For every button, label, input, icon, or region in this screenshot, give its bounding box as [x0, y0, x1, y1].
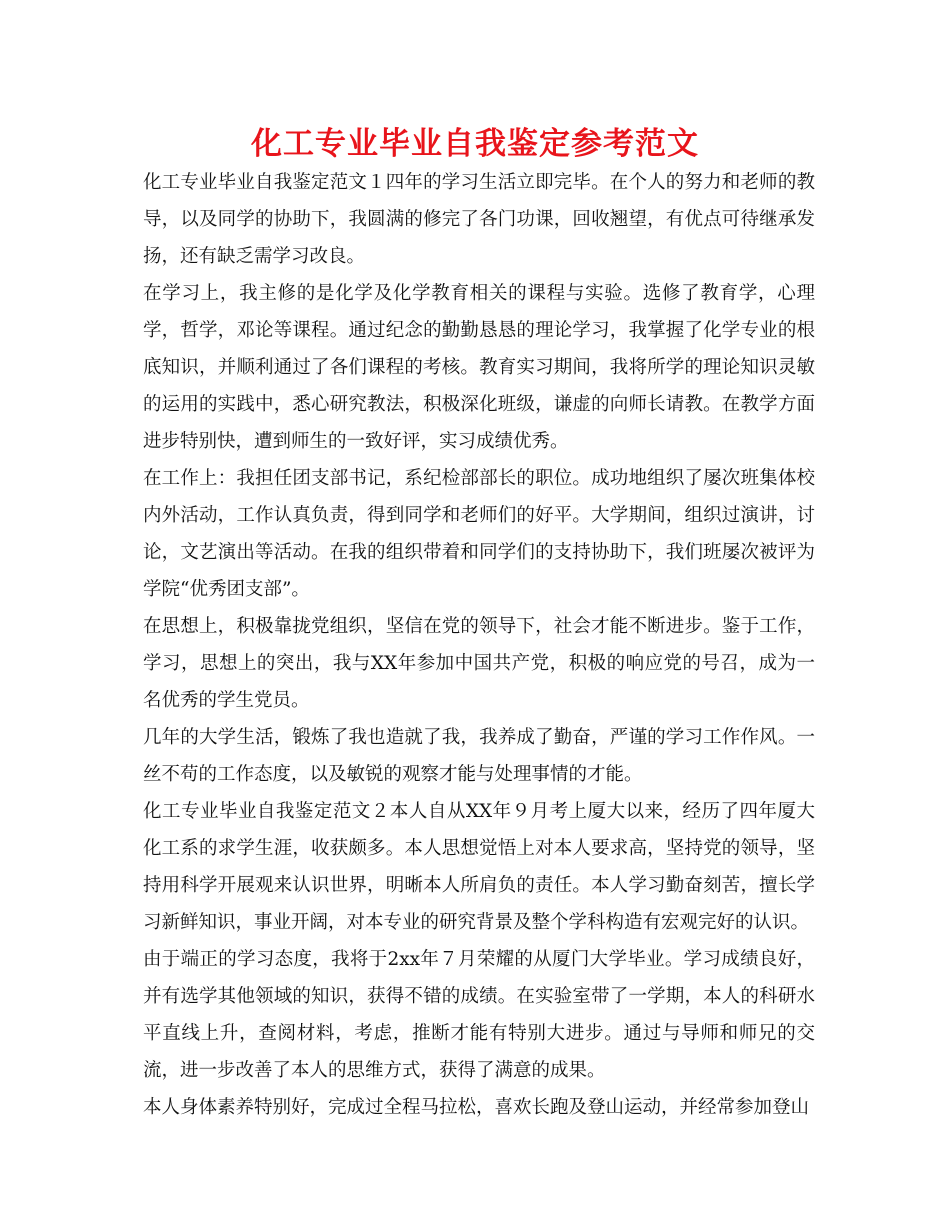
paragraph-8: 本人身体素养特别好，完成过全程马拉松，喜欢长跑及登山运动，并经常参加登山: [143, 1097, 810, 1118]
paragraph-3: 在工作上：我担任团支部书记，系纪检部部长的职位。成功地组织了屡次班集体校内外活动，工作认真负责，得到同学和老师们的好平。大学期间，组织过演讲，讨论，文艺演出等活动。在我的组织带着和同学们的支持协助下，我们班屡次被评为学院“优秀团支部”。: [143, 468, 815, 600]
document-body: [143, 164, 815, 1126]
document-title: 化工专业毕业自我鉴定参考范文: [251, 126, 699, 162]
paragraph-4: 在思想上，积极靠拢党组织，坚信在党的领导下，社会才能不断进步。鉴于工作，学习，思想上的突出，我与XX年参加中国共产党，积极的响应党的号召，成为一名优秀的学生党员。: [143, 616, 815, 711]
paragraph-7: 由于端正的学习态度，我将于2xx年７月荣耀的从厦门大学毕业。学习成绩良好，并有选学其他领域的知识，获得不错的成绩。在实验室带了一学期，本人的科研水平直线上升，查阅材料，考虑，推断才能有特别大进步。通过与导师和师兄的交流，进一步改善了本人的思维方式，获得了满意的成果。: [143, 949, 815, 1081]
paragraph-1: 化工专业毕业自我鉴定范文１四年的学习生活立即完毕。在个人的努力和老师的教导，以及同学的协助下，我圆满的修完了各门功课，回收翘望，有优点可待继承发扬，还有缺乏需学习改良。: [143, 172, 815, 267]
paragraph-6: 化工专业毕业自我鉴定范文２本人自从XX年９月考上厦大以来，经历了四年厦大化工系的求学生涯，收获颇多。本人思想觉悟上对本人要求高，坚持党的领导，坚持用科学开展观来认识世界，明晰本人所肩负的责任。本人学习勤奋刻苦，擅长学习新鲜知识，事业开阔，对本专业的研究背景及整个学科构造有宏观完好的认识。: [143, 801, 815, 933]
paragraph-5: 几年的大学生活，锻炼了我也造就了我，我养成了勤奋，严谨的学习工作作风。一丝不苟的工作态度，以及敏锐的观察才能与处理事情的才能。: [143, 727, 815, 785]
paragraph-2: 在学习上，我主修的是化学及化学教育相关的课程与实验。选修了教育学，心理学，哲学，邓论等课程。通过纪念的勤勤恳恳的理论学习，我掌握了化学专业的根底知识，并顺利通过了各们课程的考核。教育实习期间，我将所学的理论知识灵敏的运用的实践中，悉心研究教法，积极深化班级，谦虚的向师长请教。在教学方面进步特别快，遭到师生的一致好评，实习成绩优秀。: [143, 283, 815, 452]
